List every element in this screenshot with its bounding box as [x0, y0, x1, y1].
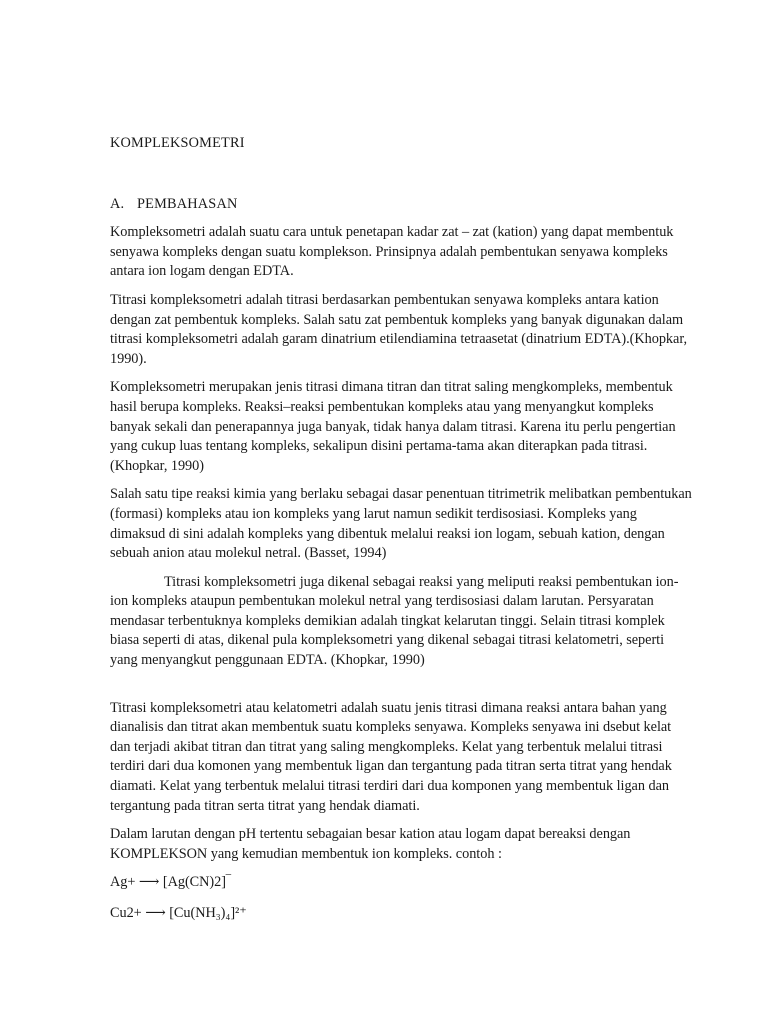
paragraph-3: Kompleksometri merupakan jenis titrasi dimana titran dan titrat saling mengkompleks, membentuk hasil berupa kompleks. Reaksi–reaksi pembentukan kompleks atau yang menyangkut kompleks banyak sekali dan penerapannya juga banyak, tidak hanya dalam titrasi. Karena itu perlu pengertian yang cukup luas tentang kompleks, sekalipun disini pertama-tama akan diterapkan pada titrasi. (Khopkar, 1990)	[110, 379, 676, 474]
paragraph-2: Titrasi kompleksometri adalah titrasi berdasarkan pembentukan senyawa kompleks antara kation dengan zat pembentuk kompleks. Salah satu zat pembentuk kompleks yang banyak digunakan dalam titrasi kompleksometri adalah garam dinatrium etilendiamina tetraasetat (dinatrium EDTA).(Khopkar, 1990).	[110, 291, 687, 367]
paragraph-1: Kompleksometri adalah suatu cara untuk penetapan kadar zat – zat (kation) yang dapat membentuk senyawa kompleks dengan suatu komplekson. Prinsipnya adalah pembentukan senyawa kompleks antara ion logam dengan EDTA.	[110, 224, 674, 280]
formula-1: Ag+ ⟶ [Ag(CN)2]‾	[110, 874, 231, 891]
section-heading	[110, 195, 695, 215]
section-marker: A.	[110, 195, 125, 212]
paragraph-6: Titrasi kompleksometri atau kelatometri adalah suatu jenis titrasi dimana reaksi antara bahan yang dianalisis dan titrat akan membentuk suatu kompleks senyawa. Kompleks senyawa ini dsebut kelat dan terjadi akibat titran dan titrat yang saling mengkompleks. Kelat yang terbentuk melalui titrasi terdiri dari dua komonen yang membentuk ligan dan tergantung pada titran serta titrat yang hendak diamati. Kelat yang terbentuk melalui titrasi terdiri dari dua komponen yang membentuk ligan dan tergantung pada titran serta titrat yang hendak diamati.	[110, 699, 672, 814]
paragraph-7: Dalam larutan dengan pH tertentu sebagaian besar kation atau logam dapat bereaksi dengan KOMPLEKSON yang kemudian membentuk ion kompleks. contoh :	[110, 826, 631, 862]
section-heading-text: PEMBAHASAN	[137, 195, 238, 212]
formula-2: Cu2+ ⟶ [Cu(NH₃)₄]²⁺	[110, 905, 247, 921]
document-title: KOMPLEKSOMETRI	[110, 135, 245, 151]
document-body	[110, 134, 695, 935]
paragraph-4: Salah satu tipe reaksi kimia yang berlaku sebagai dasar penentuan titrimetrik melibatkan pembentukan (formasi) kompleks atau ion kompleks yang larut namun sedikit terdisosiasi. Kompleks yang dimaksud di sini adalah kompleks yang dibentuk melalui reaksi ion logam, sebuah kation, dengan sebuah anion atau molekul netral. (Basset, 1994)	[110, 486, 692, 562]
paragraph-5: Titrasi kompleksometri juga dikenal sebagai reaksi yang meliputi reaksi pembentukan ion-ion kompleks ataupun pembentukan molekul netral yang terdisosiasi dalam larutan. Persyaratan mendasar terbentuknya kompleks demikian adalah tingkat kelarutan tinggi. Selain titrasi komplek biasa seperti di atas, dikenal pula kompleksometri yang dikenal sebagai titrasi kelatometri, seperti yang menyangkut penggunaan EDTA. (Khopkar, 1990)	[110, 573, 679, 669]
